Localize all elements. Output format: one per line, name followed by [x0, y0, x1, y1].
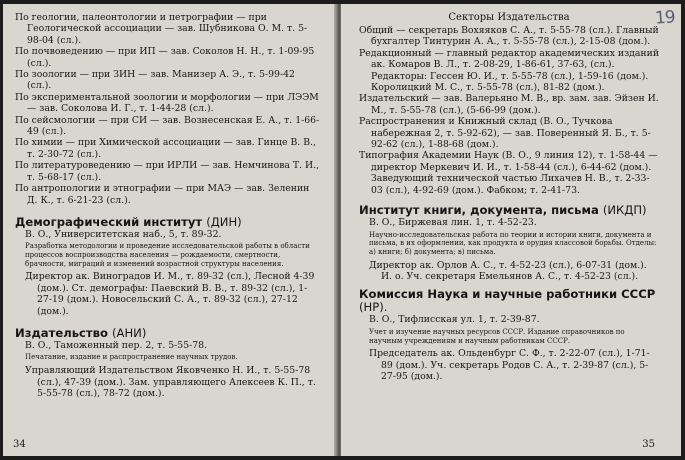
section-description: Учет и изучение научных ресурсов СССР. Издание справочников по научным учреждениям и научным работникам СССР.	[369, 327, 625, 345]
sector-publishing: Издательский — зав. Валерьяно М. В., вр. зам. зав. Эйзен И. М., т. 5-55-78 (сл.), (5-66-99 (дом.).	[359, 93, 659, 116]
heading-text: Институт книги, документа, письма	[359, 203, 599, 218]
sector-editorial: Редакционный — главный редактор академических изданий ак. Комаров В. Л., т. 2-08-29, 1-86-61, 37-63, (сл.). Редакторы: Гессен Ю. И., т. 5-55-78 (сл.), 1-59-16 (дом.). Королицкий М. С., т. 5-55-78 (сл.), 81-82 (дом.).	[359, 47, 660, 94]
section-heading	[15, 216, 321, 229]
section-heading	[359, 288, 659, 314]
section-description: Разработка методологии и проведение исследовательской работы в области процессов воспроизводства населения — рождаемости, смертности, брачности, миграций и изменений возрастной структуры населения.	[25, 242, 310, 268]
section-staff: Директор ак. Орлов А. С., т. 4-52-23 (сл.), 6-07-31 (дом.). И. о. Уч. секретаря Емельянов А. С., т. 4-52-23 (сл.).	[369, 259, 647, 283]
section-address: В. О., Таможенный пер. 2, т. 5-55-78.	[25, 340, 208, 352]
right-column	[359, 12, 659, 382]
heading-text: Комиссия Наука и научные работники СССР	[359, 287, 656, 302]
handwritten-margin-note: 19	[654, 7, 676, 29]
section-staff: Управляющий Издательством Яковченко Н. И., т. 5-55-78 (сл.), 47-39 (дом.). Зам. управляющего Алексеев К. П., т. 5-55-78 (сл.), 78-72 (дом.).	[25, 365, 316, 399]
section-heading	[15, 327, 321, 340]
section-address: В. О., Тифлисская ул. 1, т. 2-39-87.	[369, 314, 540, 326]
right-page	[341, 4, 681, 456]
sector-printing-house: Типография Академии Наук (В. О., 9 линия 12), т. 1-58-44 — директор Меркевич И. И., т. 1-58-44 (сл.), 6-44-62 (дом.). Заведующий технической частью Лихачев Н. В., т. 2-33-03 (сл.), 4-92-69 (дом.). Фабком; т. 2-41-73.	[359, 150, 658, 196]
entry-seismology: По сейсмологии — при СИ — зав. Вознесенская Е. А., т. 1-66-49 (сл.).	[15, 114, 320, 138]
page-number: 35	[642, 439, 655, 450]
entry-chemistry: По химии — при Химической ассоциации — зав. Гинце В. В., т. 2-30-72 (сл.).	[15, 137, 316, 160]
section-din	[15, 216, 321, 317]
heading-abbr: (ИКДП)	[602, 203, 647, 218]
section-staff: Директор ак. Виноградов И. М., т. 89-32 (сл.), Лесной 4-39 (дом.). Ст. демографы: Паевский В. В., т. 89-32 (сл.), 1-27-19 (дом.). Новосельский С. А., т. 89-32 (сл.), 27-12 (дом.).	[25, 271, 315, 317]
section-nr	[359, 288, 659, 382]
entry-zoology: По зоологии — при ЗИН — зав. Манизер А. Э., т. 5-99-42 (сл.).	[15, 69, 295, 92]
entry-geology: По геологии, палеонтологии и петрографии — при Геологической ассоциации — зав. Шубникова О. М. т. 5-98-04 (сл.).	[15, 12, 308, 46]
entry-literature: По литературоведению — при ИРЛИ — зав. Немчинова Т. И., т. 5-68-17 (сл.).	[15, 160, 320, 183]
sector-distribution: Распространения и Книжный склад (В. О., Тучкова набережная 2, т. 5-92-62), — зав. Поверенный Я. Б., т. 5-92-62 (сл.), 1-88-68 (дом.).	[359, 116, 651, 151]
section-ani	[15, 327, 321, 399]
section-description: Научно-исследовательская работа по теории и истории книги, документа и письма, в их оформлении, как продукта и орудия классовой борьбы. Отделы: а) книги; б) документа; в) письма.	[369, 230, 657, 256]
entry-anthropology: По антропологии и этнографии — при МАЭ — зав. Зеленин Д. К., т. 6-21-23 (сл.).	[15, 183, 310, 206]
section-address: В. О., Университетская наб., 5, т. 89-32.	[25, 228, 222, 240]
heading-text: Демографический институт	[15, 214, 203, 229]
left-page	[3, 4, 336, 456]
heading-abbr: (АНИ)	[111, 326, 147, 341]
heading-text: Издательство	[15, 326, 108, 341]
entry-soil-science: По почвоведению — при ИП — зав. Соколов Н. Н., т. 1-09-95 (сл.).	[15, 46, 315, 69]
entry-experimental-zoology: По экспериментальной зоологии и морфологии — при ЛЭЭМ — зав. Соколова И. Г., т. 1-44-28 (сл.).	[15, 91, 319, 115]
sectors-title: Секторы Издательства	[448, 12, 570, 23]
section-address: В. О., Биржевая лин. 1, т. 4-52-23.	[369, 217, 537, 229]
page-number: 34	[13, 439, 26, 450]
section-heading	[359, 204, 659, 217]
heading-abbr: (НР).	[359, 300, 388, 315]
section-staff: Председатель ак. Ольденбург С. Ф., т. 2-22-07 (сл.), 1-71-89 (дом.). Уч. секретарь Родов С. А., т. 2-39-87 (сл.), 5-27-95 (дом.).	[369, 348, 650, 383]
left-column	[15, 12, 321, 399]
section-description: Печатание, издание и распространение научных трудов.	[25, 353, 238, 362]
sector-general: Общий — секретарь Вохяяков С. А., т. 5-55-78 (сл.). Главный бухгалтер Тинтурин А. А., т. 5-55-78 (сл.), 2-15-08 (дом.).	[359, 25, 659, 48]
section-ikdp	[359, 204, 659, 282]
heading-abbr: (ДИН)	[206, 214, 242, 229]
